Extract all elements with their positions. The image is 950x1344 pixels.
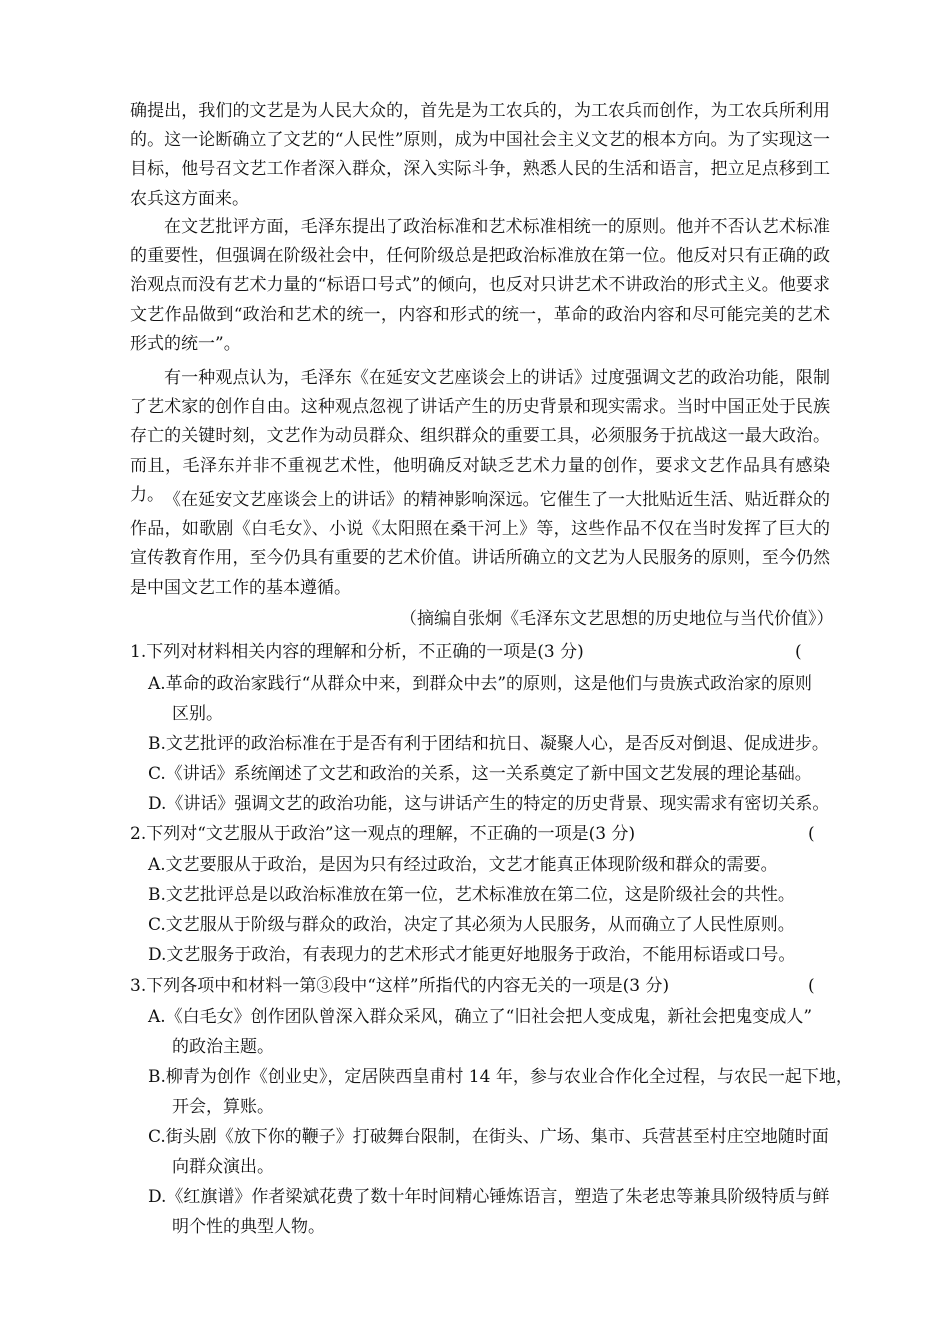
question-3-option-d-cont: 明个性的典型人物。 bbox=[172, 1217, 325, 1237]
question-3-option-a-cont: 的政治主题。 bbox=[172, 1037, 274, 1057]
question-2-answer-paren: ( bbox=[808, 824, 815, 844]
question-3-option-c: C.街头剧《放下你的鞭子》打破舞台限制，在街头、广场、集市、兵营甚至村庄空地随时面 bbox=[148, 1127, 829, 1147]
passage-paragraph-1: 确提出，我们的文艺是为人民大众的，首先是为工农兵的，为工农兵而创作，为工农兵所利用的。这一论断确立了文艺的“人民性”原则，成为中国社会主义文艺的根本方向。为了实现这一目标，他号召文艺工作者深入群众，深入实际斗争，熟悉人民的生活和语言，把立足点移到工农兵这方面来。 bbox=[130, 101, 830, 209]
question-2-option-b: B.文艺批评总是以政治标准放在第一位，艺术标准放在第二位，这是阶级社会的共性。 bbox=[148, 885, 795, 905]
passage-paragraph-2: 在文艺批评方面，毛泽东提出了政治标准和艺术标准相统一的原则。他并不否认艺术标准的重要性，但强调在阶级社会中，任何阶级总是把政治标准放在第一位。他反对只有正确的政治观点而没有艺术力量的“标语口号式”的倾向，也反对只讲艺术不讲政治的形式主义。他要求文艺作品做到“政治和艺术的统一，内容和形式的统一，革命的政治内容和尽可能完美的艺术形式的统一”。 bbox=[130, 217, 830, 354]
question-3-option-b-cont: 开会，算账。 bbox=[172, 1097, 274, 1117]
question-3-option-d: D.《红旗谱》作者梁斌花费了数十年时间精心锤炼语言，塑造了朱老忠等兼具阶级特质与鲜 bbox=[148, 1187, 830, 1207]
question-3-option-a: A.《白毛女》创作团队曾深入群众采风，确立了“旧社会把人变成鬼，新社会把鬼变成人” bbox=[148, 1007, 813, 1027]
passage-source: （摘编自张炯《毛泽东文艺思想的历史地位与当代价值》） bbox=[400, 609, 834, 629]
question-3-stem: 3.下列各项中和材料一第③段中“这样”所指代的内容无关的一项是(3 分) bbox=[130, 976, 670, 996]
question-3-answer-paren: ( bbox=[808, 976, 815, 996]
question-2-option-c: C.文艺服从于阶级与群众的政治，决定了其必须为人民服务，从而确立了人民性原则。 bbox=[148, 915, 795, 935]
question-2-option-a: A.文艺要服从于政治，是因为只有经过政治，文艺才能真正体现阶级和群众的需要。 bbox=[148, 855, 778, 875]
passage-paragraph-4: 《在延安文艺座谈会上的讲话》的精神影响深远。它催生了一大批贴近生活、贴近群众的作品，如歌剧《白毛女》、小说《太阳照在桑干河上》等，这些作品不仅在当时发挥了巨大的宣传教育作用，至今仍具有重要的艺术价值。讲话所确立的文艺为人民服务的原则，至今仍然是中国文艺工作的基本遵循。 bbox=[130, 490, 830, 598]
question-1-option-a: A.革命的政治家践行“从群众中来，到群众中去”的原则，这是他们与贵族式政治家的原则 bbox=[148, 674, 813, 694]
question-1-option-c: C.《讲话》系统阐述了文艺和政治的关系，这一关系奠定了新中国文艺发展的理论基础。 bbox=[148, 764, 812, 784]
question-3-option-c-cont: 向群众演出。 bbox=[172, 1157, 274, 1177]
question-1-option-b: B.文艺批评的政治标准在于是否有利于团结和抗日、凝聚人心，是否反对倒退、促成进步。 bbox=[148, 734, 829, 754]
question-1-answer-paren: ( bbox=[795, 642, 802, 662]
question-1-option-a-cont: 区别。 bbox=[172, 704, 223, 724]
question-1-option-d: D.《讲话》强调文艺的政治功能，这与讲话产生的特定的历史背景、现实需求有密切关系。 bbox=[148, 794, 830, 814]
passage-paragraph-3: 有一种观点认为，毛泽东《在延安文艺座谈会上的讲话》过度强调文艺的政治功能，限制了艺术家的创作自由。这种观点忽视了讲话产生的历史背景和现实需求。当时中国正处于民族存亡的关键时刻，文艺作为动员群众、组织群众的重要工具，必须服务于抗战这一最大政治。而且，毛泽东并非不重视艺术性，他明确反对缺乏艺术力量的创作，要求文艺作品具有感染力。 bbox=[130, 368, 830, 505]
question-1-stem: 1.下列对材料相关内容的理解和分析，不正确的一项是(3 分) bbox=[130, 642, 584, 662]
question-3-option-b: B.柳青为创作《创业史》，定居陕西皇甫村 14 年，参与农业合作化全过程，与农民一起下地， bbox=[148, 1067, 853, 1087]
question-2-stem: 2.下列对“文艺服从于政治”这一观点的理解，不正确的一项是(3 分) bbox=[130, 824, 636, 844]
question-2-option-d: D.文艺服务于政治，有表现力的艺术形式才能更好地服务于政治，不能用标语或口号。 bbox=[148, 945, 796, 965]
